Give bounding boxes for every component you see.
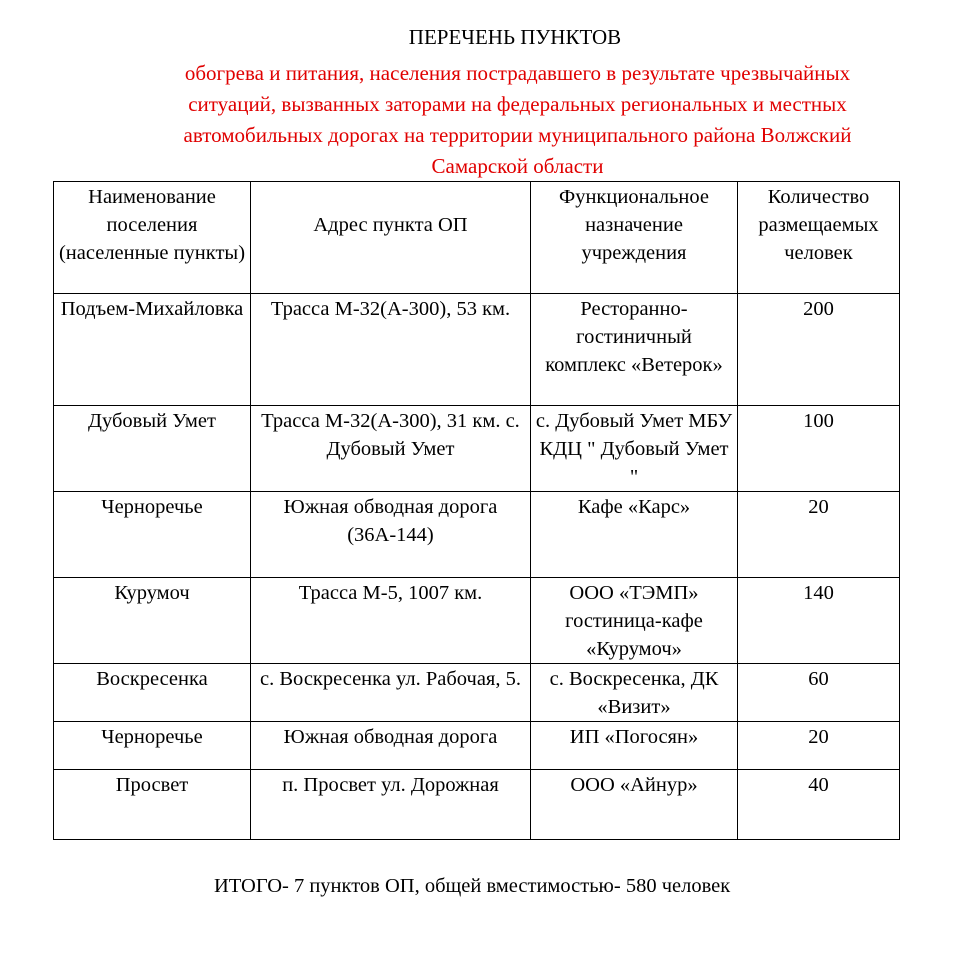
cell-capacity: 20 (738, 492, 900, 578)
cell-settlement: Подъем-Михайловка (54, 294, 251, 406)
header-address: Адрес пункта ОП (251, 182, 531, 294)
table-row (54, 664, 900, 722)
cell-function: ИП «Погосян» (531, 722, 738, 770)
subtitle-line: Самарской области (431, 154, 604, 178)
cell-settlement: Воскресенка (54, 664, 251, 722)
table-row (54, 492, 900, 578)
cell-capacity: 200 (738, 294, 900, 406)
cell-function: с. Дубовый Умет МБУ КДЦ " Дубовый Умет " (531, 406, 738, 492)
document-subtitle (120, 58, 915, 182)
cell-function: Кафе «Карс» (531, 492, 738, 578)
table-row (54, 770, 900, 840)
cell-capacity: 60 (738, 664, 900, 722)
cell-settlement: Курумоч (54, 578, 251, 664)
subtitle-line: автомобильных дорогах на территории муниципального района Волжский (183, 123, 852, 147)
table-row (54, 722, 900, 770)
cell-function: ООО «Айнур» (531, 770, 738, 840)
cell-capacity: 140 (738, 578, 900, 664)
shelter-points-table (53, 181, 900, 840)
cell-address: Трасса М-32(А-300), 53 км. (251, 294, 531, 406)
table-header-row (54, 182, 900, 294)
document-title: ПЕРЕЧЕНЬ ПУНКТОВ (408, 25, 622, 49)
cell-function: Ресторанно-гостиничный комплекс «Ветерок» (531, 294, 738, 406)
header-settlement: Наименование поселения (населенные пункты) (54, 182, 251, 294)
table-row (54, 406, 900, 492)
cell-address: п. Просвет ул. Дорожная (251, 770, 531, 840)
subtitle-line: обогрева и питания, населения пострадавшего в результате чрезвычайных (184, 61, 851, 85)
cell-address: с. Воскресенка ул. Рабочая, 5. (251, 664, 531, 722)
cell-settlement: Дубовый Умет (54, 406, 251, 492)
cell-capacity: 40 (738, 770, 900, 840)
table-row (54, 578, 900, 664)
header-capacity: Количество размещаемых человек (738, 182, 900, 294)
cell-function: с. Воскресенка, ДК «Визит» (531, 664, 738, 722)
header-function: Функциональное назначение учреждения (531, 182, 738, 294)
cell-address: Трасса М-32(А-300), 31 км. с. Дубовый Умет (251, 406, 531, 492)
cell-function: ООО «ТЭМП» гостиница-кафе «Курумоч» (531, 578, 738, 664)
cell-settlement: Черноречье (54, 722, 251, 770)
cell-address: Южная обводная дорога (36А-144) (251, 492, 531, 578)
subtitle-line: ситуаций, вызванных заторами на федеральных региональных и местных (188, 92, 847, 116)
cell-settlement: Просвет (54, 770, 251, 840)
total-summary: ИТОГО- 7 пунктов ОП, общей вместимостью- 580 человек (214, 875, 731, 897)
cell-address: Южная обводная дорога (251, 722, 531, 770)
cell-capacity: 100 (738, 406, 900, 492)
cell-address: Трасса М-5, 1007 км. (251, 578, 531, 664)
cell-capacity: 20 (738, 722, 900, 770)
table-row (54, 294, 900, 406)
cell-settlement: Черноречье (54, 492, 251, 578)
